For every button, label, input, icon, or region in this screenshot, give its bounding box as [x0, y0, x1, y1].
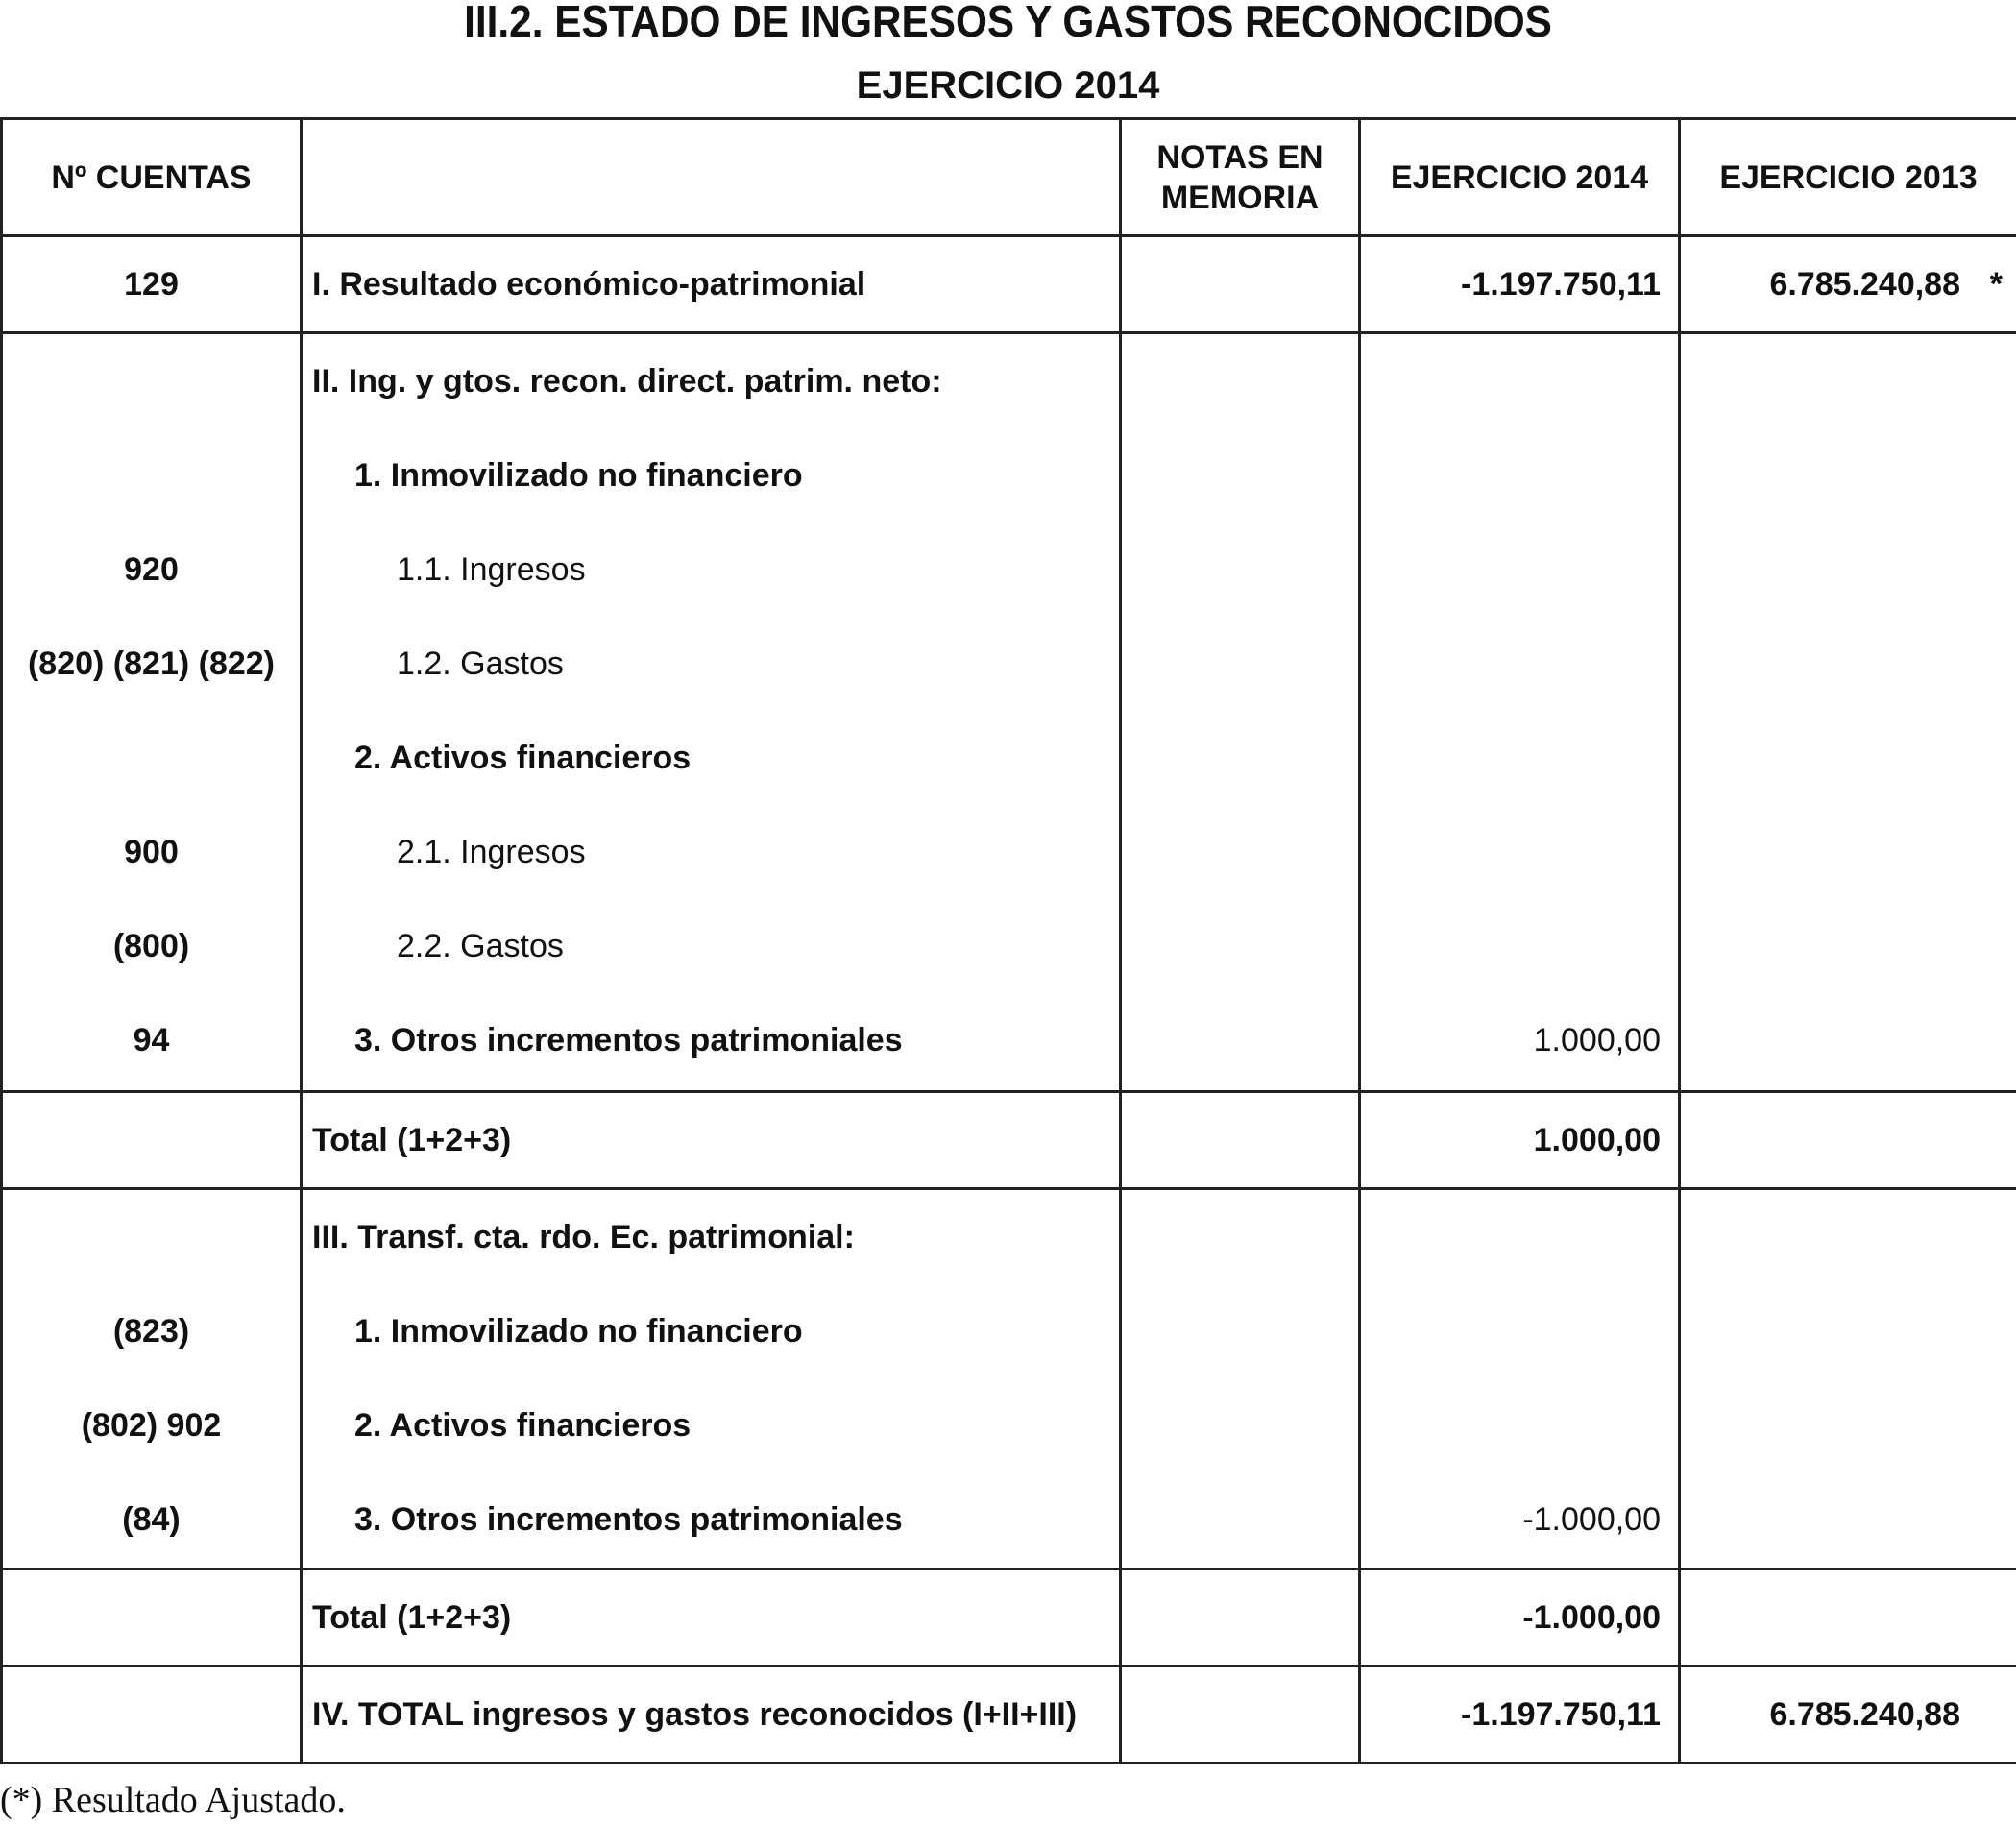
page-subtitle: EJERCICIO 2014 — [856, 64, 1160, 107]
notas-cell — [1121, 1667, 1360, 1764]
concepto-cell: 1. Inmovilizado no financiero — [354, 1312, 803, 1350]
notas-cell — [1121, 1189, 1360, 1570]
header-notas-line1: NOTAS EN — [1156, 138, 1324, 176]
cuenta-cell: (800) — [112, 927, 190, 964]
value-2014-cell: -1.197.750,11 — [1461, 265, 1661, 303]
header-notas — [1121, 119, 1360, 236]
value-2014-block — [1361, 334, 1678, 1087]
table-row-total-section-2 — [2, 1092, 2016, 1189]
value-2014-cell — [1361, 617, 1678, 711]
cuentas-block — [3, 334, 300, 1087]
cuenta-cell — [2, 1570, 302, 1667]
value-2013-text: 6.785.240,88 — [1769, 265, 1960, 303]
grand-total-2014: -1.197.750,11 — [1461, 1695, 1661, 1733]
header-ejercicio-2014: EJERCICIO 2014 — [1360, 119, 1680, 236]
table-row-resultado — [2, 236, 2016, 333]
total-label: Total (1+2+3) — [312, 1121, 512, 1158]
concepto-block — [303, 334, 1119, 1087]
concepto-cell: 2. Activos financieros — [354, 1406, 692, 1444]
concepto-cell: 2. Activos financieros — [354, 739, 692, 776]
cuenta-cell: (823) — [112, 1312, 190, 1350]
value-2014-cell: 1.000,00 — [1533, 1021, 1661, 1058]
header-row — [2, 119, 2016, 236]
value-2014-cell — [1361, 899, 1678, 993]
value-2014-cell — [1361, 1190, 1678, 1284]
notas-cell — [1121, 1092, 1360, 1189]
concepto-cell: 1.1. Ingresos — [397, 550, 586, 588]
cuenta-cell — [3, 711, 300, 805]
adjusted-mark: * — [1989, 265, 2003, 303]
value-2014-block — [1361, 1190, 1678, 1567]
value-2014-cell — [1361, 711, 1678, 805]
cuenta-cell — [2, 1667, 302, 1764]
concepto-cell: III. Transf. cta. rdo. Ec. patrimonial: — [312, 1218, 855, 1255]
cuenta-cell: (84) — [122, 1500, 181, 1538]
concepto-cell: 3. Otros incrementos patrimoniales — [354, 1021, 903, 1058]
page-title: III.2. ESTADO DE INGRESOS Y GASTOS RECONOCIDOS — [464, 0, 1552, 46]
value-2013-cell — [1680, 1189, 2016, 1570]
concepto-cell: 1. Inmovilizado no financiero — [354, 456, 803, 494]
value-2014-cell — [1361, 523, 1678, 617]
value-2013-cell — [1681, 237, 2016, 331]
cuenta-cell: 94 — [133, 1021, 170, 1058]
header-ejercicio-2013: EJERCICIO 2013 — [1680, 119, 2016, 236]
total-value-2014: 1.000,00 — [1533, 1121, 1661, 1158]
table-row-total-section-3 — [2, 1570, 2016, 1667]
concepto-cell: II. Ing. y gtos. recon. direct. patrim. neto: — [312, 362, 942, 400]
cuenta-cell: 920 — [124, 550, 179, 588]
value-2013-cell — [1680, 1570, 2016, 1667]
concepto-cell: 3. Otros incrementos patrimoniales — [354, 1500, 903, 1538]
value-2014-cell — [1361, 805, 1678, 899]
cuenta-cell — [3, 334, 300, 428]
value-2014-cell — [1361, 428, 1678, 523]
concepto-cell: 2.1. Ingresos — [397, 833, 586, 870]
header-notas-line2: MEMORIA — [1160, 179, 1320, 216]
statement-table — [0, 117, 2016, 1764]
total-label: Total (1+2+3) — [312, 1598, 512, 1636]
value-2014-cell — [1361, 1284, 1678, 1378]
header-concepto — [302, 119, 1121, 236]
concepto-cell: 1.2. Gastos — [397, 645, 564, 682]
cuenta-cell — [3, 1190, 300, 1284]
cuenta-cell: 900 — [124, 833, 179, 870]
concepto-block — [303, 1190, 1119, 1567]
notas-cell — [1121, 236, 1360, 333]
value-2014-cell: -1.000,00 — [1522, 1500, 1661, 1538]
cuentas-block — [3, 1190, 300, 1567]
cuenta-cell — [2, 1092, 302, 1189]
table-row-section-3 — [2, 1189, 2016, 1570]
cuenta-cell: (820) (821) (822) — [27, 645, 275, 682]
total-value-2014: -1.000,00 — [1522, 1598, 1661, 1636]
header-cuentas: Nº CUENTAS — [2, 119, 302, 236]
cuenta-cell: (802) 902 — [81, 1406, 222, 1444]
footnote: (*) Resultado Ajustado. — [0, 1780, 346, 1820]
notas-cell — [1121, 333, 1360, 1092]
value-2013-cell — [1680, 333, 2016, 1092]
cuenta-cell: 129 — [124, 265, 179, 303]
concepto-cell: I. Resultado económico-patrimonial — [312, 265, 866, 303]
concepto-cell: 2.2. Gastos — [397, 927, 564, 964]
value-2014-cell — [1361, 1378, 1678, 1472]
grand-total-2013: 6.785.240,88 — [1769, 1695, 1960, 1733]
table-row-grand-total — [2, 1667, 2016, 1764]
value-2014-cell — [1361, 334, 1678, 428]
notas-cell — [1121, 1570, 1360, 1667]
grand-total-label: IV. TOTAL ingresos y gastos reconocidos (I+II+III) — [312, 1695, 1078, 1733]
table-row-section-2 — [2, 333, 2016, 1092]
cuenta-cell — [3, 428, 300, 523]
value-2013-cell — [1680, 1092, 2016, 1189]
